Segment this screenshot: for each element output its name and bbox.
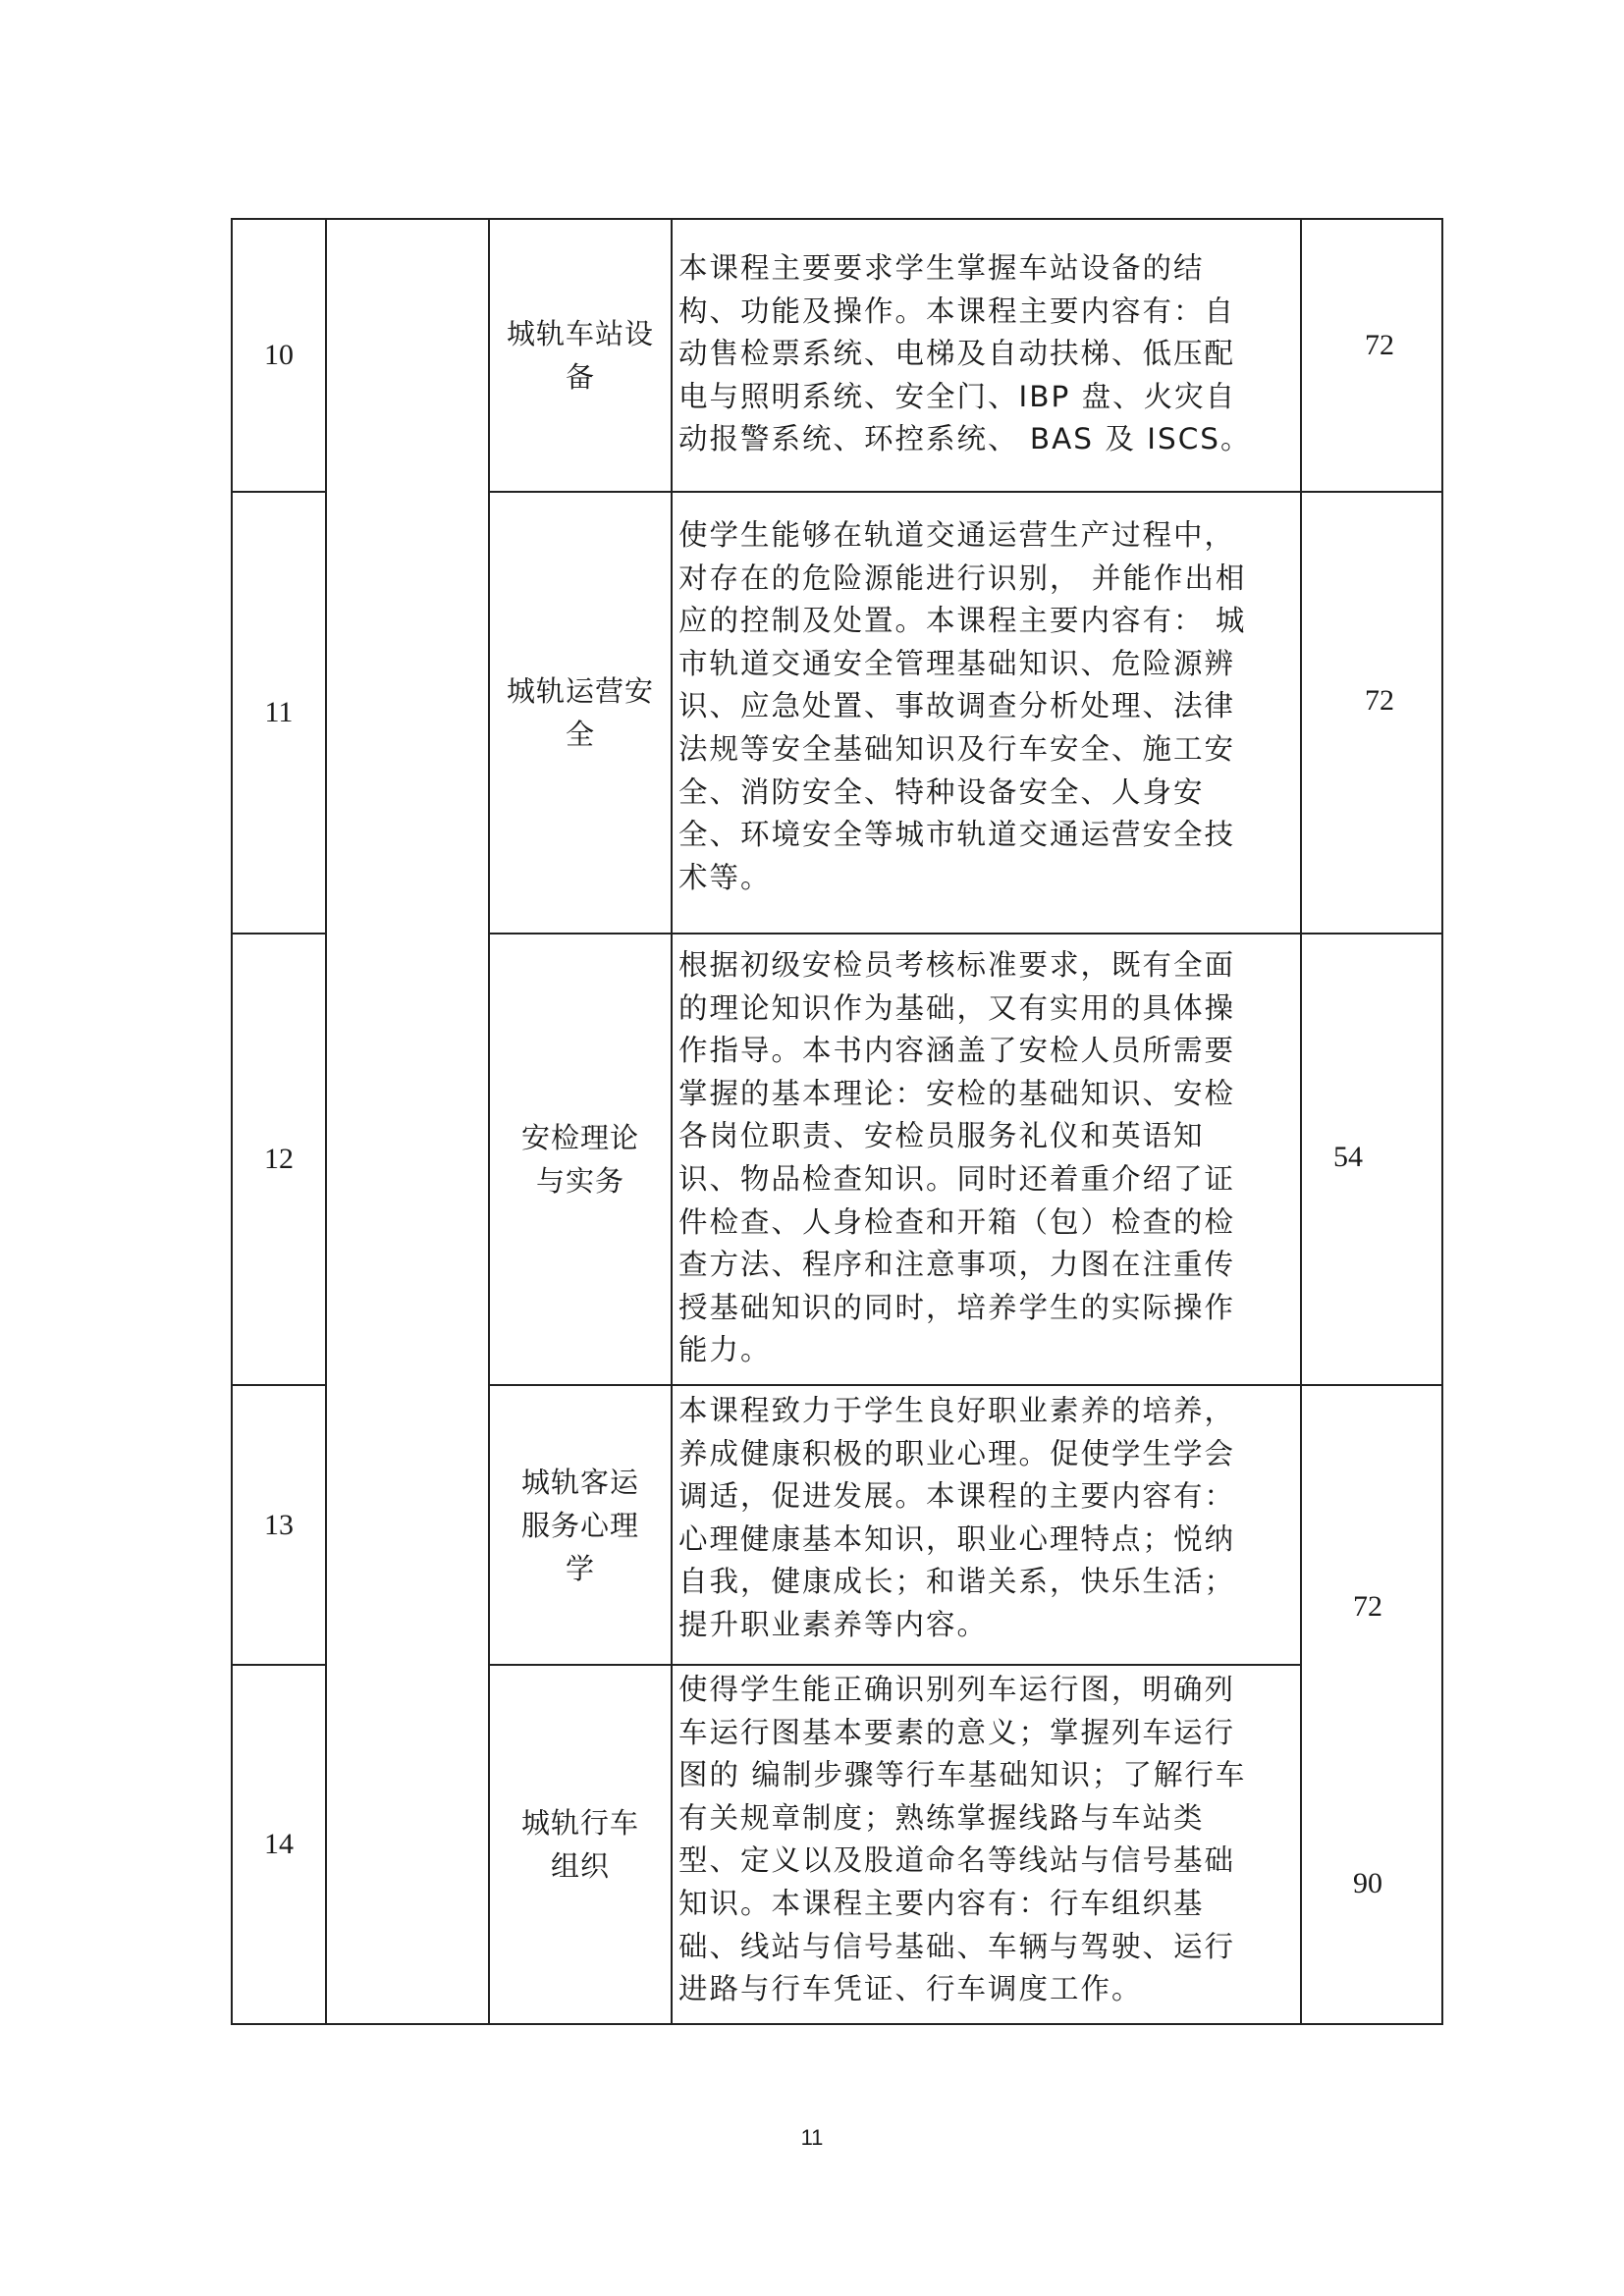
course-hours: 72 <box>1365 684 1394 717</box>
course-description: 根据初级安检员考核标准要求，既有全面 的理论知识作为基础，又有实用的具体操 作指导。本书内容涵盖了安检人员所需要 掌握的基本理论：安检的基础知识、安检 各岗位职责、安检员服务礼仪和英语知 识、物品检查知识。同时还着重介绍了证 件检查、人身检查和开箱（包）检查的检 查方法、程序和注意事项，力图在注重传 授基础知识的同时，培养学生的实际操作 能力。 <box>678 948 1236 1367</box>
course-description: 使得学生能正确识别列车运行图，明确列 车运行图基本要素的意义；掌握列车运行 图的 编制步骤等行车基础知识；了解行车 有关规章制度；熟练掌握线路与车站类 型、定义以及股道命名等线站与信号基础 知识。本课程主要内容有：行车组织基 础、线站与信号基础、车辆与驾驶、运行 进路与行车凭证、行车调度工作。 <box>678 1673 1247 2006</box>
page-number: 11 <box>800 2125 824 2150</box>
row-number: 11 <box>264 696 294 728</box>
course-name: 城轨行车组织 <box>520 1806 639 1883</box>
row-number: 13 <box>264 1508 294 1541</box>
course-description: 本课程致力于学生良好职业素养的培养， 养成健康积极的职业心理。促使学生学会 调适，促进发展。本课程的主要内容有： 心理健康基本知识，职业心理特点；悦纳 自我，健康成长；和谐关系，快乐生活； 提升职业素养等内容。 <box>678 1394 1236 1641</box>
course-name: 城轨运营安全 <box>506 674 654 751</box>
row-number: 12 <box>264 1143 294 1175</box>
row-number: 14 <box>264 1828 294 1860</box>
course-name: 安检理论与实务 <box>520 1121 639 1198</box>
course-hours: 72 <box>1365 329 1394 361</box>
course-name: 城轨车站设备 <box>506 317 654 394</box>
course-name: 城轨客运服务心理学 <box>520 1465 639 1585</box>
course-description: 本课程主要要求学生掌握车站设备的结 构、功能及操作。本课程主要内容有：自 动售检票系统、电梯及自动扶梯、低压配 电与照明系统、安全门、IBP 盘、火灾自 动报警系统、环控系统、 BAS 及 ISCS。 <box>678 251 1252 456</box>
course-hours: 90 <box>1353 1867 1382 1899</box>
course-hours: 54 <box>1333 1141 1363 1173</box>
row-number: 10 <box>264 339 294 371</box>
course-description: 使学生能够在轨道交通运营生产过程中， 对存在的危险源能进行识别， 并能作出相 应的控制及处置。本课程主要内容有： 城 市轨道交通安全管理基础知识、危险源辨 识、应急处置、事故调查分析处理、法律 法规等安全基础知识及行车安全、施工安 全、消防安全、特种设备安全、人身安 全、环境安全等城市轨道交通运营安全技 术等。 <box>678 518 1247 894</box>
course-hours: 72 <box>1353 1590 1382 1623</box>
